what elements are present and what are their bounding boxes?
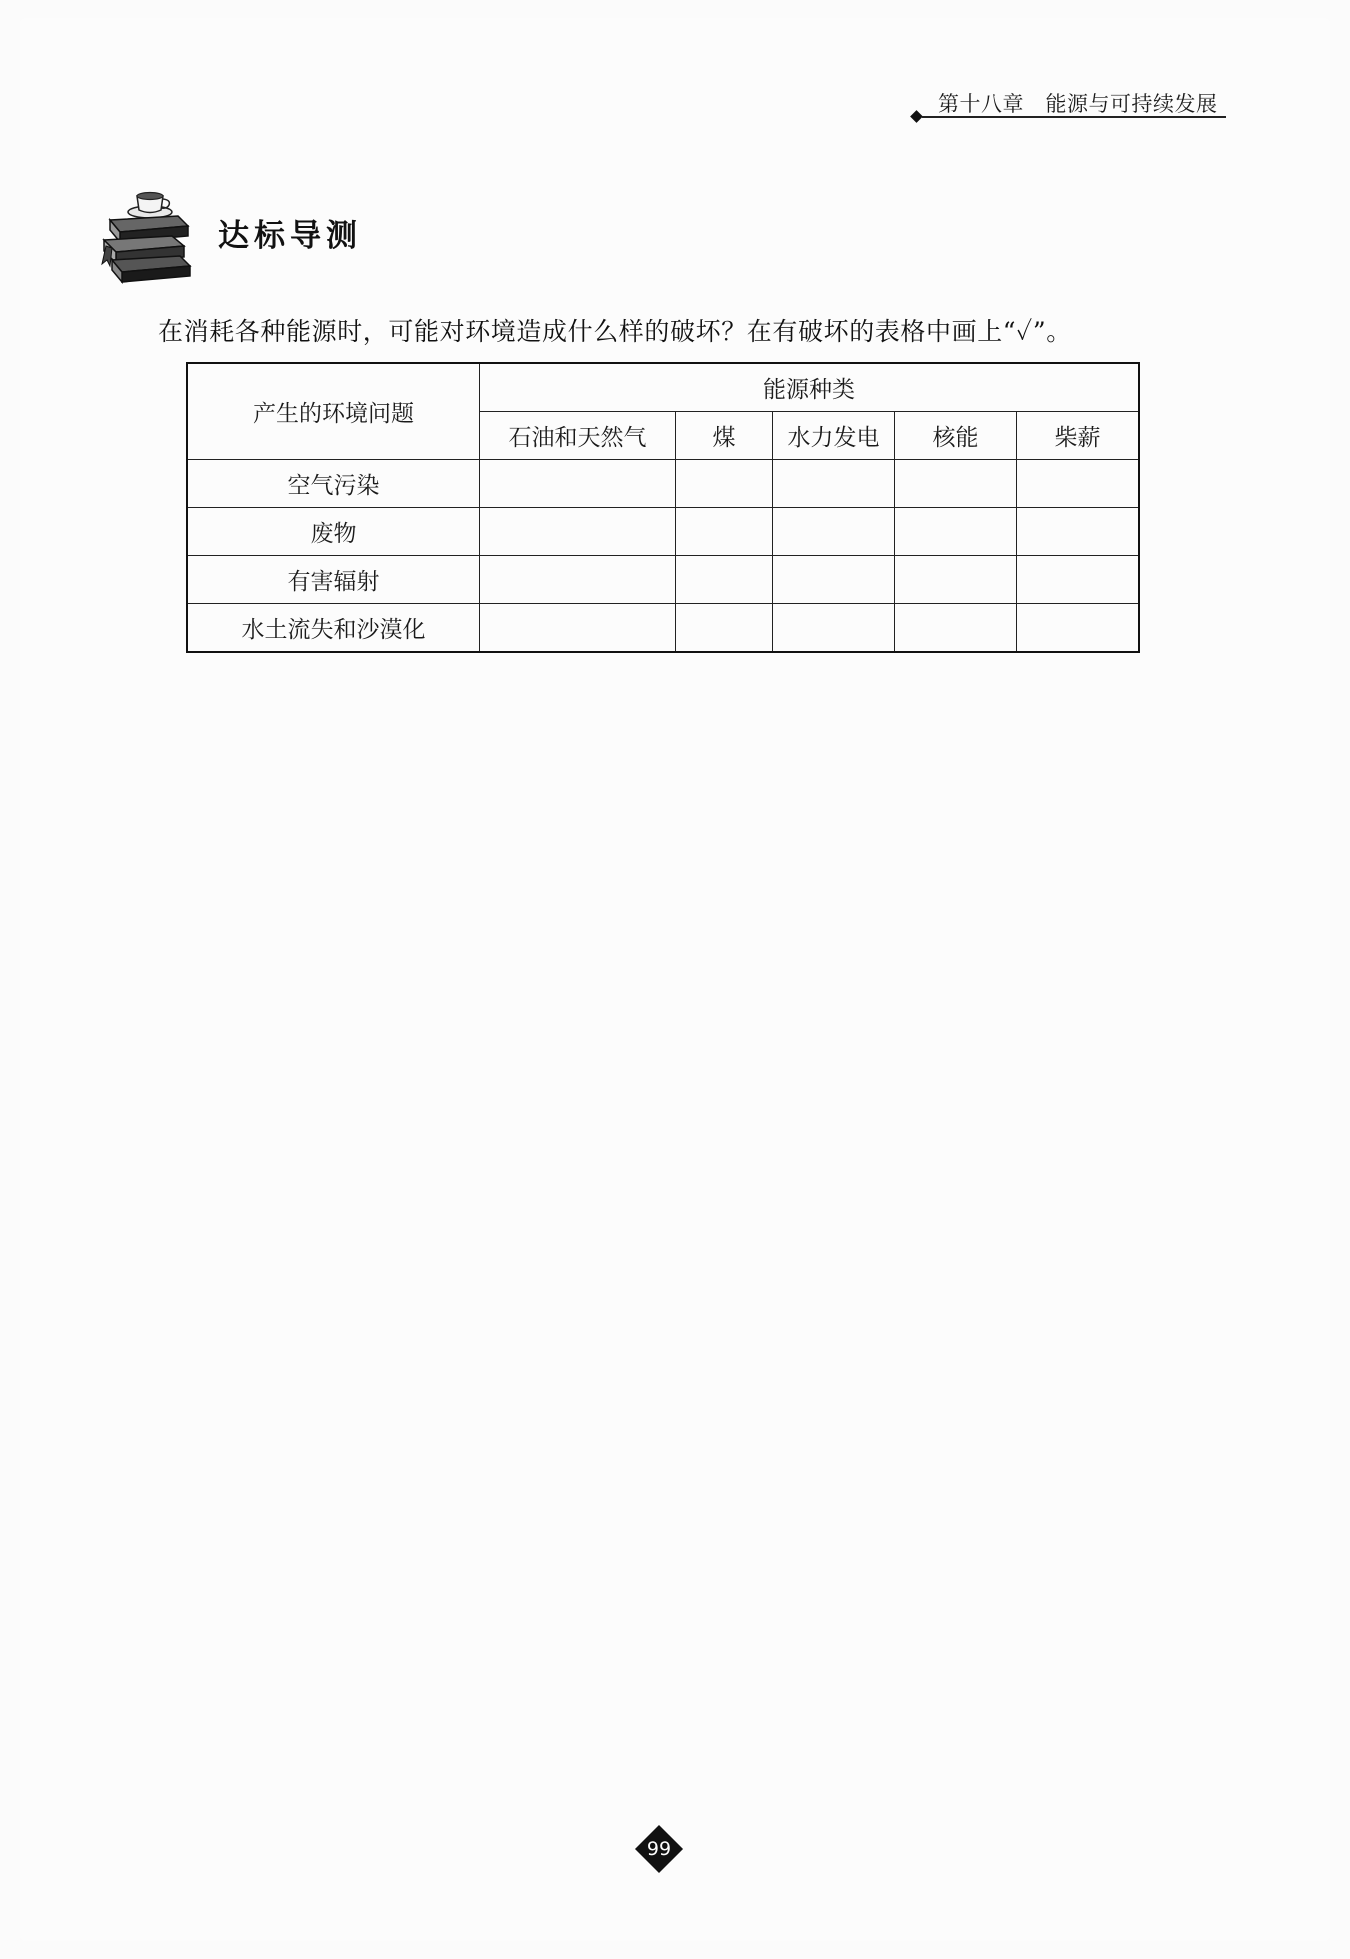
answer-cell[interactable] — [895, 556, 1017, 604]
books-with-coffee-cup-icon — [100, 186, 200, 284]
answer-cell[interactable] — [480, 460, 676, 508]
answer-cell[interactable] — [676, 508, 773, 556]
question-prompt: 在消耗各种能源时，可能对环境造成什么样的破坏？在有破坏的表格中画上“✓”。 — [158, 317, 1072, 346]
problem-column-header: 产生的环境问题 — [187, 363, 480, 460]
answer-cell[interactable] — [1017, 604, 1140, 653]
section-heading — [100, 186, 400, 286]
answer-cell[interactable] — [676, 604, 773, 653]
answer-cell[interactable] — [895, 460, 1017, 508]
page-number: 99 — [646, 1838, 672, 1860]
problem-label: 空气污染 — [187, 460, 480, 508]
answer-cell[interactable] — [480, 604, 676, 653]
chapter-heading — [938, 88, 1218, 118]
page-number-badge — [636, 1826, 682, 1872]
answer-cell[interactable] — [895, 508, 1017, 556]
answer-cell[interactable] — [1017, 556, 1140, 604]
table-row — [187, 460, 1139, 508]
chapter-number: 第十八章 — [938, 92, 1024, 116]
answer-cell[interactable] — [773, 556, 895, 604]
problem-label: 水土流失和沙漠化 — [187, 604, 480, 653]
table-header-row — [187, 363, 1139, 412]
table-row — [187, 508, 1139, 556]
answer-cell[interactable] — [1017, 508, 1140, 556]
answer-cell[interactable] — [773, 604, 895, 653]
environment-impact-table — [186, 362, 1140, 653]
table-row — [187, 604, 1139, 653]
energy-type-group-header: 能源种类 — [480, 363, 1140, 412]
answer-cell[interactable] — [1017, 460, 1140, 508]
running-header — [910, 88, 1226, 120]
energy-type-header: 水力发电 — [773, 412, 895, 460]
answer-cell[interactable] — [480, 508, 676, 556]
table-row — [187, 556, 1139, 604]
problem-label: 有害辐射 — [187, 556, 480, 604]
problem-label: 废物 — [187, 508, 480, 556]
answer-cell[interactable] — [773, 508, 895, 556]
answer-cell[interactable] — [676, 556, 773, 604]
energy-type-header: 柴薪 — [1017, 412, 1140, 460]
section-title: 达标导测 — [218, 218, 362, 254]
answer-cell[interactable] — [895, 604, 1017, 653]
page — [20, 18, 1330, 1941]
answer-cell[interactable] — [773, 460, 895, 508]
energy-type-header: 核能 — [895, 412, 1017, 460]
answer-cell[interactable] — [480, 556, 676, 604]
chapter-title: 能源与可持续发展 — [1045, 92, 1218, 116]
answer-cell[interactable] — [676, 460, 773, 508]
energy-type-header: 石油和天然气 — [480, 412, 676, 460]
energy-type-header: 煤 — [676, 412, 773, 460]
